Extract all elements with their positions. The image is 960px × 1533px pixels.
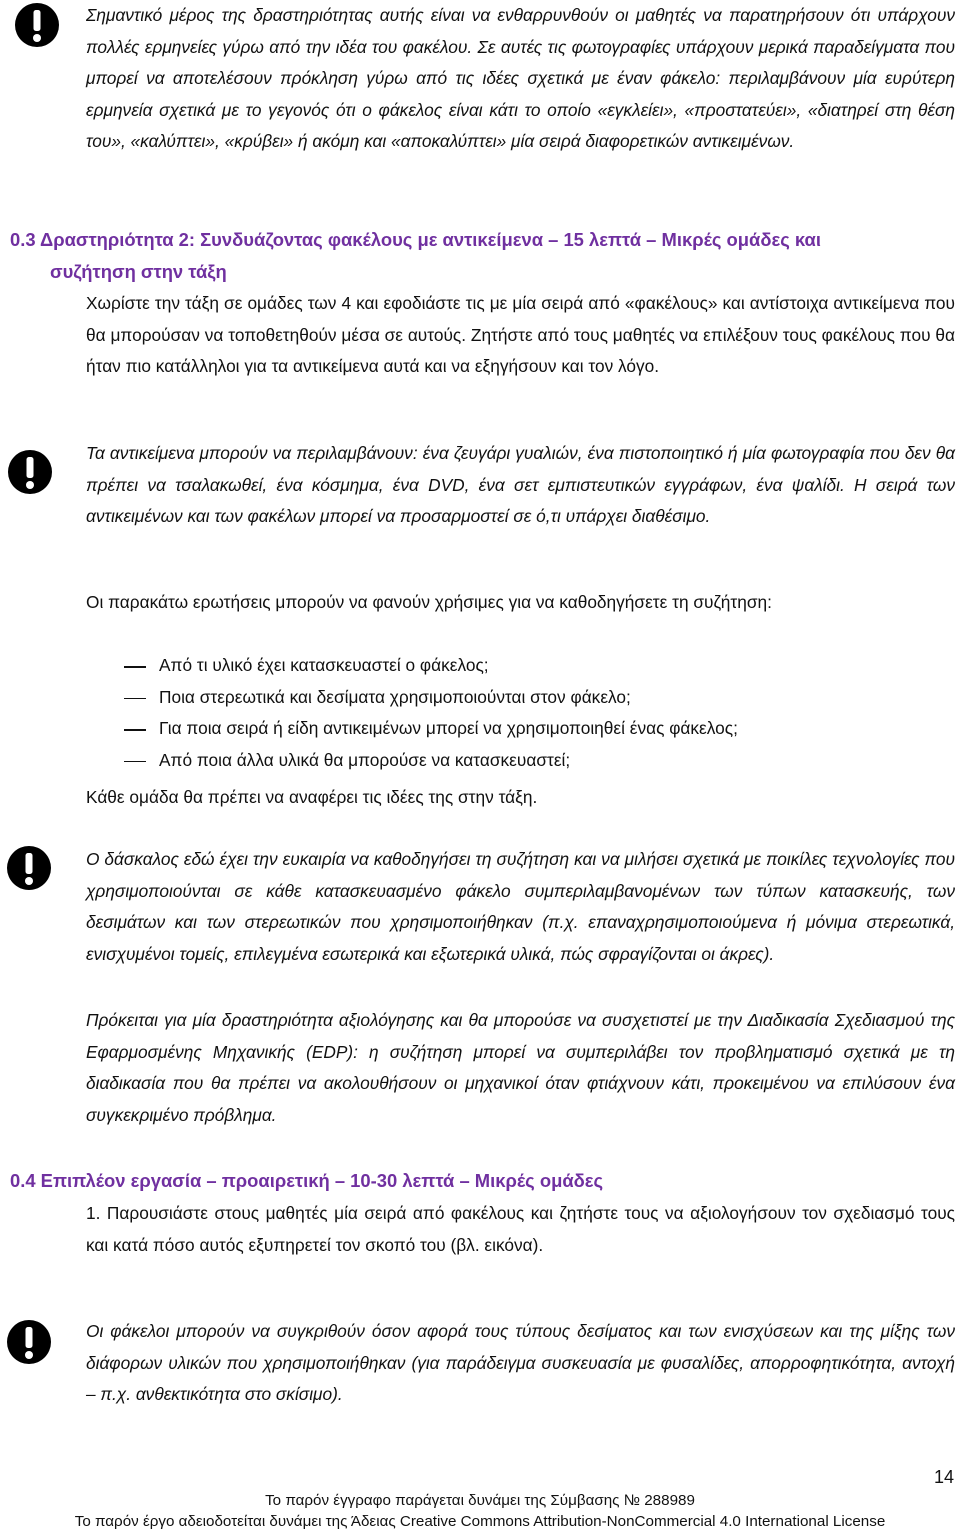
list-item: Από ποια άλλα υλικά θα μπορούσε να κατασκευαστεί; — [86, 745, 955, 777]
note-paragraph-edp: Πρόκειται για μία δραστηριότητα αξιολόγησης και θα μπορούσε να συσχετιστεί με την Διαδικασία Σχεδιασμού της Εφαρμοσμένης Μηχανικής (EDP): η συζήτηση μπορεί να συμπεριλάβει τον προβληματισμό σχετικά με τη διαδικασία που θα πρέπει να ακολουθήσουν οι μηχανικοί όταν φτιάχνουν κάτι, προκειμένου να επιλύσουν ένα συγκεκριμένο πρόβλημα. — [86, 1010, 955, 1125]
note-paragraph-interpretations: Σημαντικό μέρος της δραστηριότητας αυτής είναι να ενθαρρυνθούν οι μαθητές να παρατηρήσουν ότι υπάρχουν πολλές ερμηνείες γύρω από την ιδέα του φακέλου. Σε αυτές τις φωτογραφίες υπάρχουν μερικά παραδείγματα που μπορεί να αποτελέσουν πρόκληση γύρω από τις ιδέες σχετικά με έναν φάκελο: περιλαμβάνουν μία ευρύτερη ερμηνεία σχετικά με το γεγονός ότι ο φάκελος είναι κάτι το οποίο «εγκλείει», «προστατεύει», «διατηρεί στη θέση του», «καλύπτει», «κρύβει» ή ακόμη και «αποκαλύπτει» μία σειρά διαφορετικών αντικειμένων. — [86, 5, 955, 151]
section-heading-0-4: 0.4 Επιπλέον εργασία – προαιρετική – 10-30 λεπτά – Μικρές ομάδες — [10, 1170, 604, 1191]
exclamation-icon — [4, 843, 54, 893]
section-0-4-item-1: 1. Παρουσιάστε στους μαθητές μία σειρά από φακέλους και ζητήστε τους να αξιολογήσουν τον σχεδιασμό τους και κατά πόσο αυτός εξυπηρετεί τον σκοπό του (βλ. εικόνα). — [86, 1203, 955, 1255]
exclamation-icon — [12, 0, 62, 50]
section-heading-0-3 — [10, 224, 955, 287]
note-paragraph-teacher: Ο δάσκαλος εδώ έχει την ευκαιρία να καθοδηγήσει τη συζήτηση και να μιλήσει σχετικά με ποικίλες τεχνολογίες που χρησιμοποιούνται σε κάθε κατασκευασμένο φάκελο συμπεριλαμβανομένων των τύπων κατασκευής, των δεσιμάτων και των στερεωτικών που χρησιμοποιήθηκαν (π.χ. επαναχρησιμοποιούμενα ή μόνιμα στερεωτικά, ενισχυμένοι τομείς, επιλεγμένα εσωτερικά και εξωτερικά υλικά, πώς σφραγίζονται οι άκρες). — [86, 849, 955, 964]
section-heading-0-3-line2: συζήτηση στην τάξη — [50, 260, 227, 282]
list-item: Για ποια σειρά ή είδη αντικειμένων μπορεί να χρησιμοποιηθεί ένας φάκελος; — [86, 713, 955, 745]
section-0-3-body: Χωρίστε την τάξη σε ομάδες των 4 και εφοδιάστε τις με μία σειρά από «φακέλους» και αντίστοιχα αντικείμενα που θα μπορούσαν να τοποθετηθούν μέσα σε αυτούς. Ζητήστε από τους μαθητές να επιλέξουν τους φακέλους που θα ήταν πιο κατάλληλοι για τα αντικείμενα αυτά και να εξηγήσουν και τον λόγο. — [86, 293, 955, 376]
section-heading-0-3-line1: 0.3 Δραστηριότητα 2: Συνδυάζοντας φακέλους με αντικείμενα – 15 λεπτά – Μικρές ομάδες και — [10, 229, 821, 250]
exclamation-icon — [5, 447, 55, 497]
questions-list — [86, 650, 955, 776]
exclamation-icon — [4, 1317, 54, 1367]
note-paragraph-objects: Τα αντικείμενα μπορούν να περιλαμβάνουν: ένα ζευγάρι γυαλιών, ένα πιστοποιητικό ή μία φωτογραφία που δεν θα πρέπει να τσαλακωθεί, ένα κόσμημα, ένα DVD, ένα σετ εμπιστευτικών εγγράφων, ένα ψαλίδι. Η σειρά των αντικειμένων και των φακέλων μπορεί να προσαρμοστεί σε ό,τι υπάρχει διαθέσιμο. — [86, 443, 955, 526]
list-item: Από τι υλικό έχει κατασκευαστεί ο φάκελος; — [86, 650, 955, 682]
questions-intro: Οι παρακάτω ερωτήσεις μπορούν να φανούν χρήσιμες για να καθοδηγήσετε τη συζήτηση: — [86, 592, 772, 612]
note-paragraph-comparison: Οι φάκελοι μπορούν να συγκριθούν όσον αφορά τους τύπους δεσίματος και των ενισχύσεων και της μίξης των διάφορων υλικών που χρησιμοποιήθηκαν (για παράδειγμα συσκευασία με φυσαλίδες, απορροφητικότητα, αντοχή – π.χ. ανθεκτικότητα στο σκίσιμο). — [86, 1321, 955, 1404]
footer-license: Το παρόν έργο αδειοδοτείται δυνάμει της Άδειας Creative Commons Attribution-NonCommercial 4.0 International License — [74, 1513, 886, 1530]
closing-sentence: Κάθε ομάδα θα πρέπει να αναφέρει τις ιδέες της στην τάξη. — [86, 787, 538, 807]
list-item: Ποια στερεωτικά και δεσίματα χρησιμοποιούνται στον φάκελο; — [86, 682, 955, 714]
footer-contract: Το παρόν έγγραφο παράγεται δυνάμει της Σύμβασης № 288989 — [265, 1492, 695, 1509]
page-number: 14 — [933, 1467, 954, 1487]
